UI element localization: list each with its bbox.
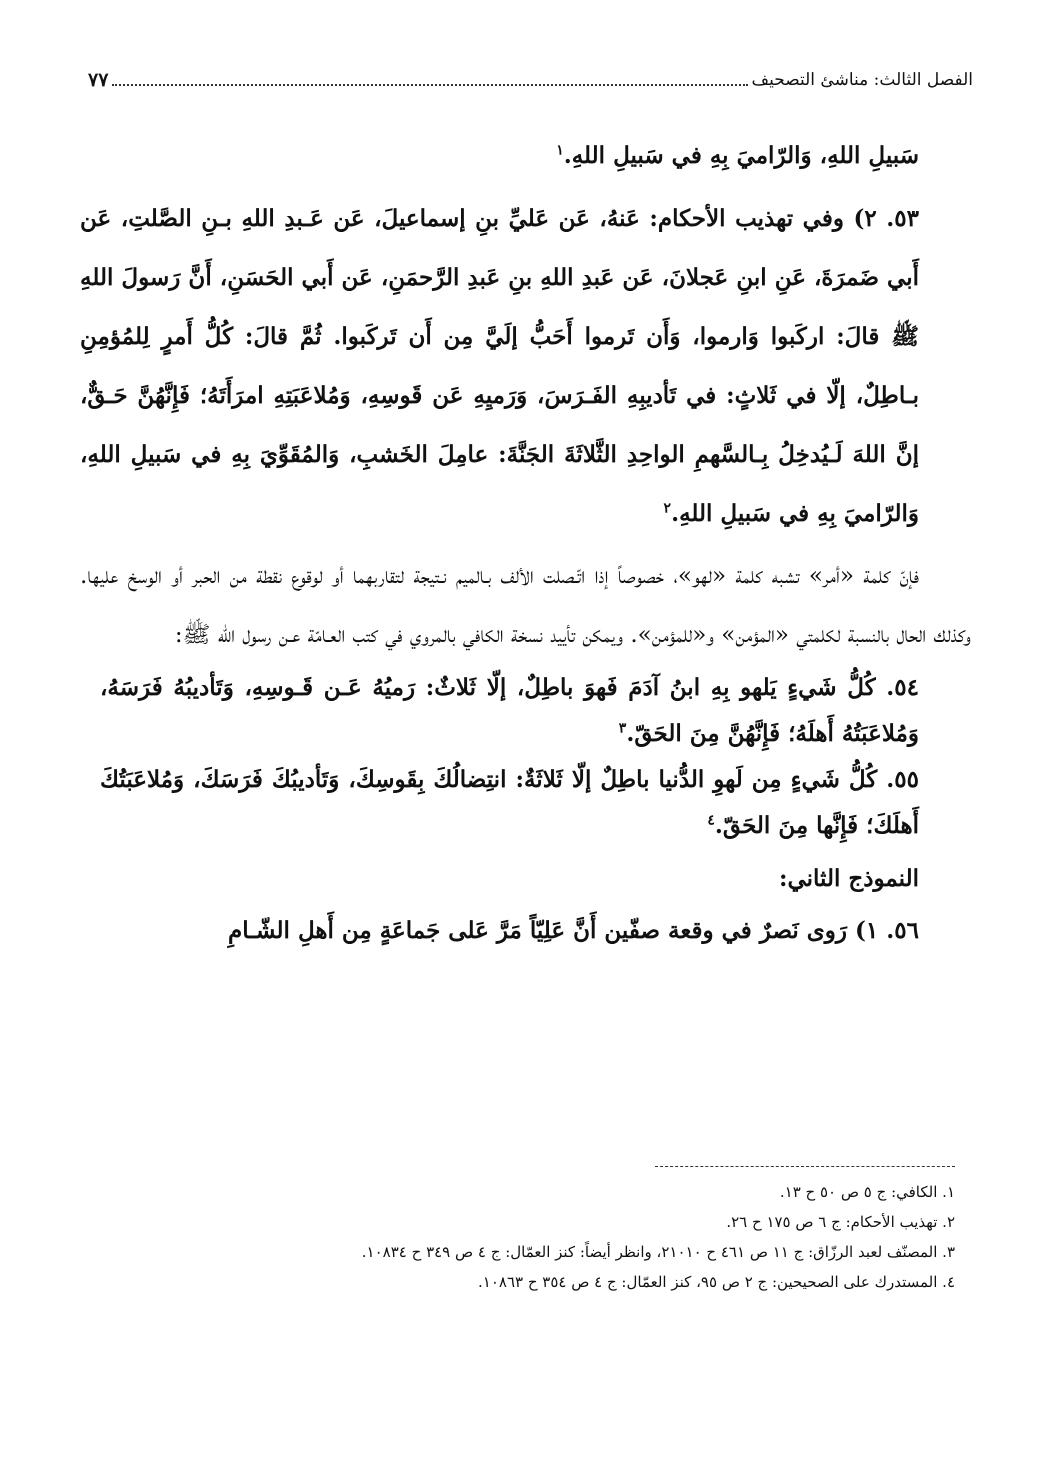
footnote-2: ٢. تهذيب الأحكام: ج ٦ ص ١٧٥ ح ٢٦. [726, 1213, 955, 1231]
footnote-ref: ١ [556, 142, 564, 159]
hadith-54: ٥٤. كُلُّ شَيءٍ يَلهو بِهِ ابنُ آدَمَ فَهوَ باطِلٌ، إلّا ثَلاثٌ: رَميُهُ عَـن قَـوسِهِ، وَتَأديبُهُ فَرَسَهُ، وَمُلاعَبَتُهُ أَهلَهُ؛ فَإِنَّهُنَّ مِنَ الحَقّ.$^٣$ [100, 674, 919, 747]
footnote-divider [655, 1166, 955, 1167]
footnote-4: ٤. المستدرك على الصحيحين: ج ٢ ص ٩٥، كنز العمّال: ج ٤ ص ٣٥٤ ح ١٠٨٦٣. [478, 1273, 955, 1291]
footnote-ref: ٢ [663, 500, 672, 517]
main-text [80, 126, 971, 954]
footnote-ref: ٣ [618, 720, 627, 737]
commentary-paragraph: فإنّ كلمة «أمر» تشبه كلمة «لهو»، خصوصاً إذا اتّـصلت الألف بـالميم نـتيجة لتقاربهما أو لوقوع نقطة من الحبر أو الوسخ عليها. وكذلك الحال بالنسبة لكلمتي «المؤمن» و«للمؤمن». ويمكن تأييد نسخة الكافي بالمروي في كتب العـامّة عـن رسول الله ﷺ: [80, 563, 971, 648]
footnote-ref: ٤ [707, 812, 715, 829]
footnote-3: ٣. المصنّف لعبد الرزّاق: ج ١١ ص ٤٦١ ح ٢١٠١٠، وانظر أيضاً: كنز العمّال: ج ٤ ص ٣٤٩ ح ١٠٨٣٤. [361, 1243, 955, 1261]
chapter-title: الفصل الثالث: مناشئ التصحيف [751, 70, 973, 90]
footnotes [120, 1177, 955, 1297]
page-number: ٧٧ [88, 69, 109, 91]
hadith-53: ٥٣. ٢) وفي تهذيب الأحكام: عَنهُ، عَن عَليِّ بنِ إسماعيلَ، عَن عَـبدِ اللهِ بـنِ الصَّلتِ، عَن أَبي ضَمرَةَ، عَنِ ابنِ عَجلانَ، عَن عَبدِ اللهِ بنِ عَبدِ الرَّحمَنِ، عَن أَبي الحَسَنِ، أَنَّ رَسولَ اللهِ ﷺ قالَ: اركَبوا وَارموا، وَأَن تَرموا أَحَبُّ إلَيَّ مِن أَن تَركَبوا. ثُمَّ قالَ: كُلُّ أَمرٍ لِلمُؤمِنِ بـاطِلٌ، إلّا في ثَلاثٍ: في تَأديبِهِ الفَـرَسَ، وَرَميِهِ عَن قَوسِهِ، وَمُلاعَبَتِهِ امرَأَتَهُ؛ فَإِنَّهُنَّ حَـقٌّ، إنَّ اللهَ لَـيُدخِلُ بِـالسَّهمِ الواحِدِ الثَّلاثَةَ الجَنَّةَ: عامِلَ الخَشبِ، وَالمُقَوِّيَ بِهِ في سَبيلِ اللهِ، وَالرّاميَ بِهِ في سَبيلِ اللهِ.$^٢$ [80, 205, 920, 527]
footnote-1: ١. الكافي: ج ٥ ص ٥٠ ح ١٣. [779, 1183, 955, 1201]
running-header [88, 60, 973, 92]
hadith-55: ٥٥. كُلُّ شَيءٍ مِن لَهوِ الدُّنيا باطِلٌ إلّا ثَلاثَةٌ: انتِضالُكَ بِقَوسِكَ، وَتَأديبُكَ فَرَسَكَ، وَمُلاعَبَتُكَ أَهلَكَ؛ فَإِنَّها مِنَ الحَقّ.$^٤$ [100, 766, 919, 839]
paragraph-continuation: سَبيلِ اللهِ، وَالرّاميَ بِهِ في سَبيلِ اللهِ.$^١$ [556, 142, 919, 169]
hadith-56: ٥٦. ١) رَوى نَصرٌ في وقعة صفّين أَنَّ عَلِيّاً مَرَّ عَلى جَماعَةٍ مِن أَهلِ الشّـامِ [228, 917, 919, 944]
section-heading: النموذج الثاني: [778, 865, 919, 892]
dot-leader [112, 83, 747, 86]
